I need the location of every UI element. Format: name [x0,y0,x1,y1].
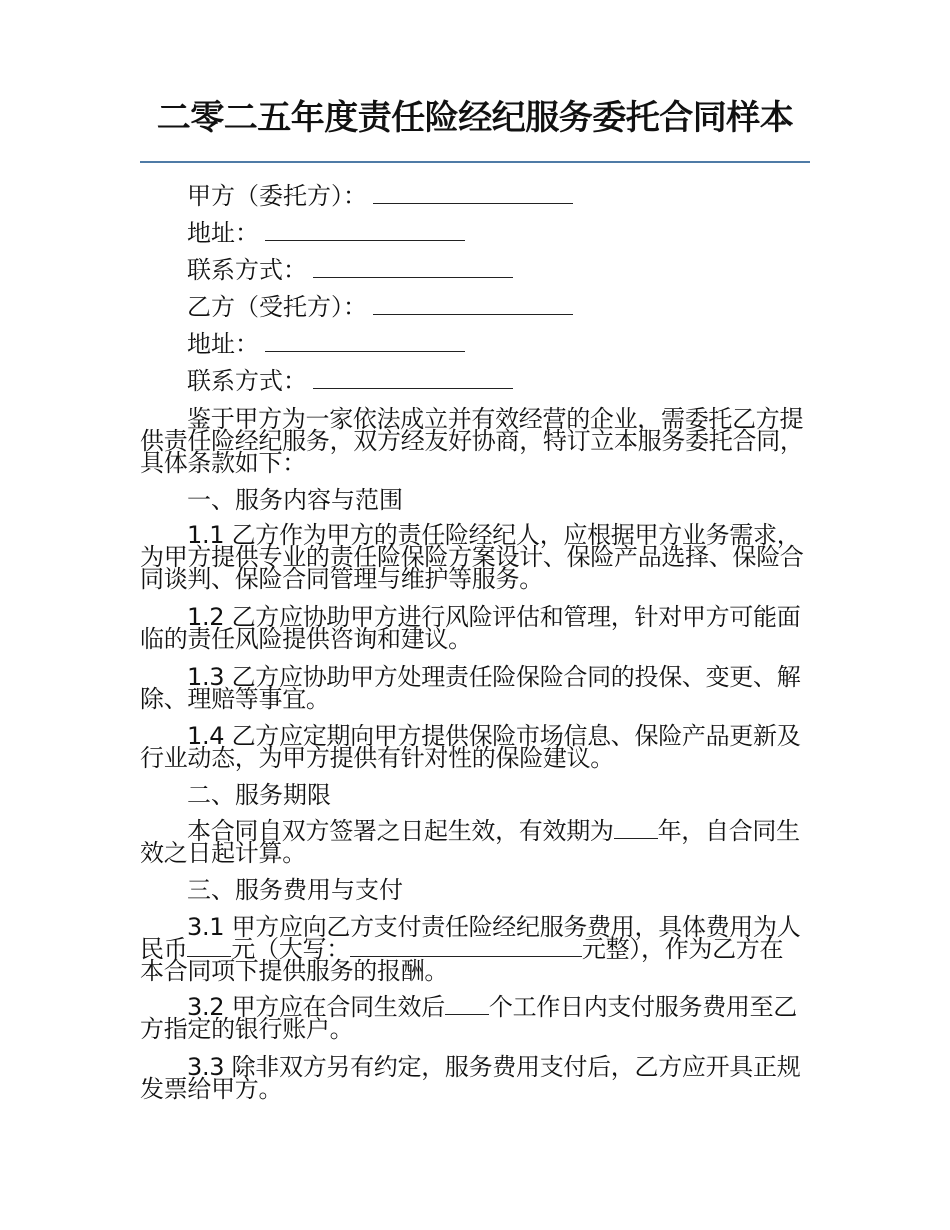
party-a-contact-blank[interactable] [313,257,513,278]
term-years-blank[interactable] [614,820,658,839]
section-3-heading: 三、服务费用与支付 [187,876,403,904]
party-b-line [187,293,573,321]
fee-amount-words-blank[interactable] [350,938,582,957]
payment-days-blank[interactable] [445,996,489,1015]
party-a-blank[interactable] [373,183,573,204]
intro-paragraph: 鉴于甲方为一家依法成立并有效经营的企业，需委托乙方提供责任险经纪服务，双方经友好协商，特订立本服务委托合同，具体条款如下： [140,405,804,477]
clause-3-1 [140,913,804,985]
party-a-address-blank[interactable] [265,220,465,241]
payment-text-2: 个工作日内支付服务费用至乙方指定的银行账户。 [140,993,798,1043]
term-text-2: 年，自合同生效之日起计算。 [140,817,800,867]
clause-1-1: 1.1 乙方作为甲方的责任险经纪人，应根据甲方业务需求，为甲方提供专业的责任险保险方案设计、保险产品选择、保险合同谈判、保险合同管理与维护等服务。 [140,521,804,593]
party-a-label: 甲方（委托方）： [187,182,367,210]
section-1-heading: 一、服务内容与范围 [187,486,403,514]
party-a-contact-label: 联系方式： [187,256,307,284]
title-divider [140,161,810,163]
fee-text-3: 元整），作为乙方在本合同项下提供服务的报酬。 [140,935,784,985]
party-b-address-label: 地址： [187,330,259,358]
section-2-heading: 二、服务期限 [187,781,331,809]
party-a-address-line [187,219,465,247]
party-a-contact-line [187,256,513,284]
party-b-contact-line [187,367,513,395]
fee-text-1: 3.1 甲方应向乙方支付责任险经纪服务费用，具体费用为人民币 [140,913,801,963]
clause-1-4: 1.4 乙方应定期向甲方提供保险市场信息、保险产品更新及行业动态，为甲方提供有针对性的保险建议。 [140,722,801,772]
clause-1-3: 1.3 乙方应协助甲方处理责任险保险合同的投保、变更、解除、理赔等事宜。 [140,663,801,713]
clause-1-2: 1.2 乙方应协助甲方进行风险评估和管理，针对甲方可能面临的责任风险提供咨询和建议。 [140,603,801,653]
payment-text-1: 3.2 甲方应在合同生效后 [187,993,445,1021]
party-b-blank[interactable] [373,294,573,315]
party-b-contact-label: 联系方式： [187,367,307,395]
party-b-label: 乙方（受托方）： [187,293,367,321]
fee-text-2: 元（大写： [231,935,350,963]
party-a-line [187,182,573,210]
clause-term [140,817,804,867]
party-a-address-label: 地址： [187,219,259,247]
party-b-contact-blank[interactable] [313,368,513,389]
term-text-1: 本合同自双方签署之日起生效，有效期为 [187,817,614,845]
clause-3-2 [140,993,804,1043]
fee-amount-blank[interactable] [187,938,231,957]
party-b-address-blank[interactable] [265,331,465,352]
document-title: 二零二五年度责任险经纪服务委托合同样本 [156,98,794,138]
party-b-address-line [187,330,465,358]
clause-3-3: 3.3 除非双方另有约定，服务费用支付后，乙方应开具正规发票给甲方。 [140,1053,801,1103]
